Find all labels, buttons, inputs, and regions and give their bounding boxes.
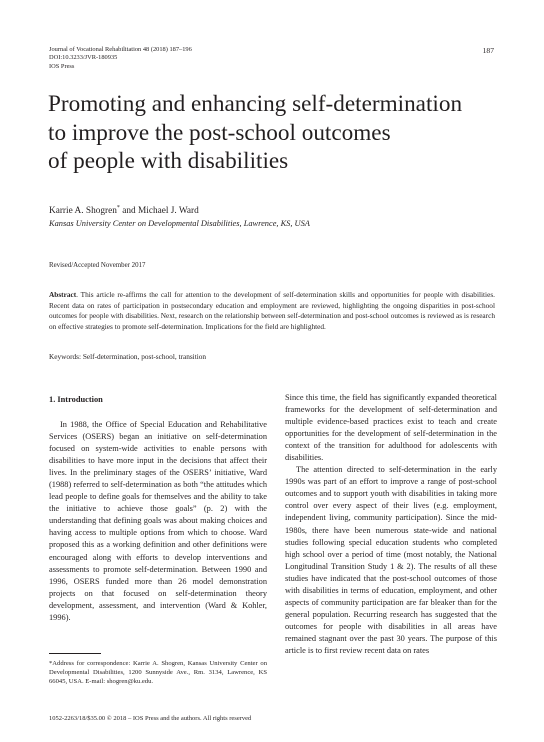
- abstract-label: Abstract: [49, 290, 77, 299]
- journal-citation: Journal of Vocational Rehabilitation 48 (2018) 187–196: [49, 46, 192, 53]
- journal-publisher: IOS Press: [49, 62, 75, 70]
- title-line-3: of people with disabilities: [48, 148, 289, 175]
- right-paragraph-2: The attention directed to self-determination in the early 1990s was part of an effort to improve a range of post-school outcomes and to support youth with disabilities in taking more control over every aspect of their lives (e.g. employment, independent living, community participation). Since the mid-1980s, there have been numerous state-wide and national studies following special education students who completed high school over a period of time (most notably, the National Longitudinal Transition Study 1 & 2). The results of all these studies have indicated that the post-school outcomes of those with disabilities in terms of education, employment, and other aspects of community participation are far bleaker than for the general population. Recurring research has suggested that the outcomes for people with disabilities in all areas have remained stagnant over the past 30 years. The purpose of this article is to first review recent data on rates: [285, 465, 497, 655]
- journal-header: [49, 46, 192, 71]
- author-name-rest: and Michael J. Ward: [119, 206, 199, 217]
- author-name: Karrie A. Shogren: [49, 206, 117, 217]
- journal-doi: DOI:10.3233/JVR-180935: [49, 54, 118, 62]
- author-affiliation: Kansas University Center on Developmental Disabilities, Lawrence, KS, USA: [49, 219, 310, 228]
- article-title: [48, 90, 508, 176]
- keywords: Keywords: Self-determination, post-school, transition: [49, 352, 207, 361]
- abstract: [49, 290, 495, 332]
- footnote-divider: [49, 653, 101, 654]
- title-line-2: to improve the post-school outcomes: [48, 119, 391, 146]
- left-column: [49, 419, 267, 624]
- abstract-text: . This article re-affirms the call for attention to the development of self-determination skills and opportunities for people with disabilities. Recent data on rates of participation in postsecondary education and employment are reviewed, highlighting the ongoing disparities in post-school outcomes for people with disabilities. Next, research on the relationship between self-determination and post-school outcomes is reviewed as is research on effective strategies to promote self-determination. Implications for the field are highlighted.: [49, 290, 495, 331]
- author-footnote-marker: *: [116, 205, 120, 211]
- right-column: [285, 392, 497, 657]
- right-paragraph-1: Since this time, the field has significantly expanded theoretical frameworks for the development of self-determination and multiple evidence-based practices exist to teach and create opportunities for the development of self-determination in the context of the transition for adulthood for adolescents with disabilities.: [285, 393, 497, 463]
- page-number: 187: [482, 46, 494, 55]
- intro-paragraph: In 1988, the Office of Special Education and Rehabilitative Services (OSERS) began an initiative on self-determination focused on system-wide activities to enable persons with disabilities to have more input in the decisions that affect their lives. In the preliminary stages of the OSERS’ initiative, Ward (1988) referred to self-determination as both “the attitudes which lead people to define goals for themselves and the ability to take the initiative to achieve those goals” (p. 2) with the understanding that defining goals was about making choices and having access to multiple options from which to choose. Ward proposed this as a working definition and other definitions were encouraged along with efforts to develop interventions and assessments to promote self-determination. Between 1990 and 1996, OSERS funded more than 26 model demonstration projects on that focused on self-determination theory development, assessment, and intervention (Ward & Kohler, 1996).: [49, 420, 267, 622]
- correspondence-footnote: *Address for correspondence: Karrie A. Shogren, Kansas University Center on Developmental Disabilities, 1200 Sunnyside Ave., Rm. 3134, Lawrence, KS 66045, USA. E-mail: shogren@ku.edu.: [49, 660, 267, 686]
- title-line-1: Promoting and enhancing self-determination: [48, 91, 463, 117]
- author-list: [49, 205, 199, 216]
- section-heading: 1. Introduction: [49, 395, 103, 404]
- copyright-footer: 1052-2263/18/$35.00 © 2018 – IOS Press and the authors. All rights reserved: [49, 715, 252, 722]
- revised-date: Revised/Accepted November 2017: [49, 262, 146, 269]
